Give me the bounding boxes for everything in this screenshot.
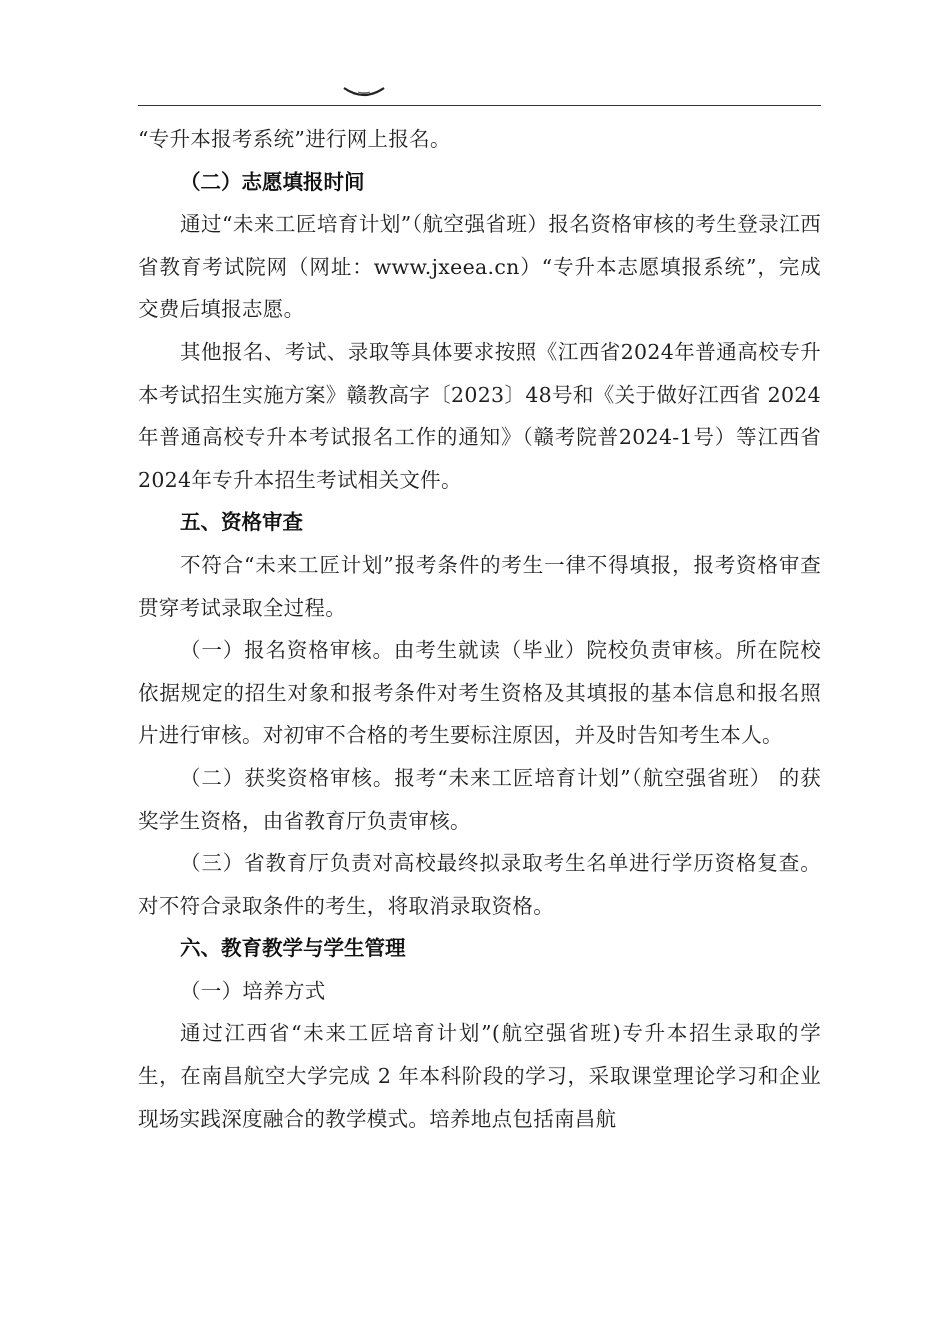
paragraph-final-review: （三）省教育厅负责对高校最终拟录取考生名单进行学历资格复查。对不符合录取条件的考生，将取消录取资格。	[138, 851, 821, 918]
header-divider	[138, 105, 821, 106]
header-emblem-icon	[340, 82, 388, 102]
heading-education-management: 六、教育教学与学生管理	[180, 936, 406, 961]
document-body	[138, 118, 821, 1140]
paragraph-training-mode: 通过江西省“未来工匠培育计划”(航空强省班)专升本招生录取的学生，在南昌航空大学完成 2 年本科阶段的学习，采取课堂理论学习和企业现场实践深度融合的教学模式。培养地点包括南昌航	[138, 1021, 821, 1131]
paragraph-other-requirements: 其他报名、考试、录取等具体要求按照《江西省2024年普通高校专升本考试招生实施方案》赣教高字〔2023〕48号和《关于做好江西省 2024年普通高校专升本考试报名工作的通知》（赣考院普2024-1号）等江西省2024年专升本招生考试相关文件。	[138, 339, 821, 492]
paragraph-review-intro: 不符合“未来工匠计划”报考条件的考生一律不得填报，报考资格审查贯穿考试录取全过程。	[138, 552, 821, 620]
paragraph-continuation: “专升本报考系统”进行网上报名。	[138, 127, 451, 151]
paragraph-volunteer-login: 通过“未来工匠培育计划”（航空强省班）报名资格审核的考生登录江西省教育考试院网（网址：www.jxeea.cn）“专升本志愿填报系统”，完成交费后填报志愿。	[138, 212, 821, 322]
heading-volunteer-time: （二）志愿填报时间	[180, 169, 365, 194]
paragraph-training-mode-title: （一）培养方式	[180, 978, 326, 1003]
paragraph-award-review: （二）获奖资格审核。报考“未来工匠培育计划”（航空强省班） 的获奖学生资格，由省教育厅负责审核。	[138, 765, 821, 833]
heading-qualification-review: 五、资格审查	[180, 510, 303, 535]
paragraph-registration-review: （一）报名资格审核。由考生就读（毕业）院校负责审核。所在院校依据规定的招生对象和报考条件对考生资格及其填报的基本信息和报名照片进行审核。对初审不合格的考生要标注原因，并及时告知考生本人。	[138, 638, 821, 748]
